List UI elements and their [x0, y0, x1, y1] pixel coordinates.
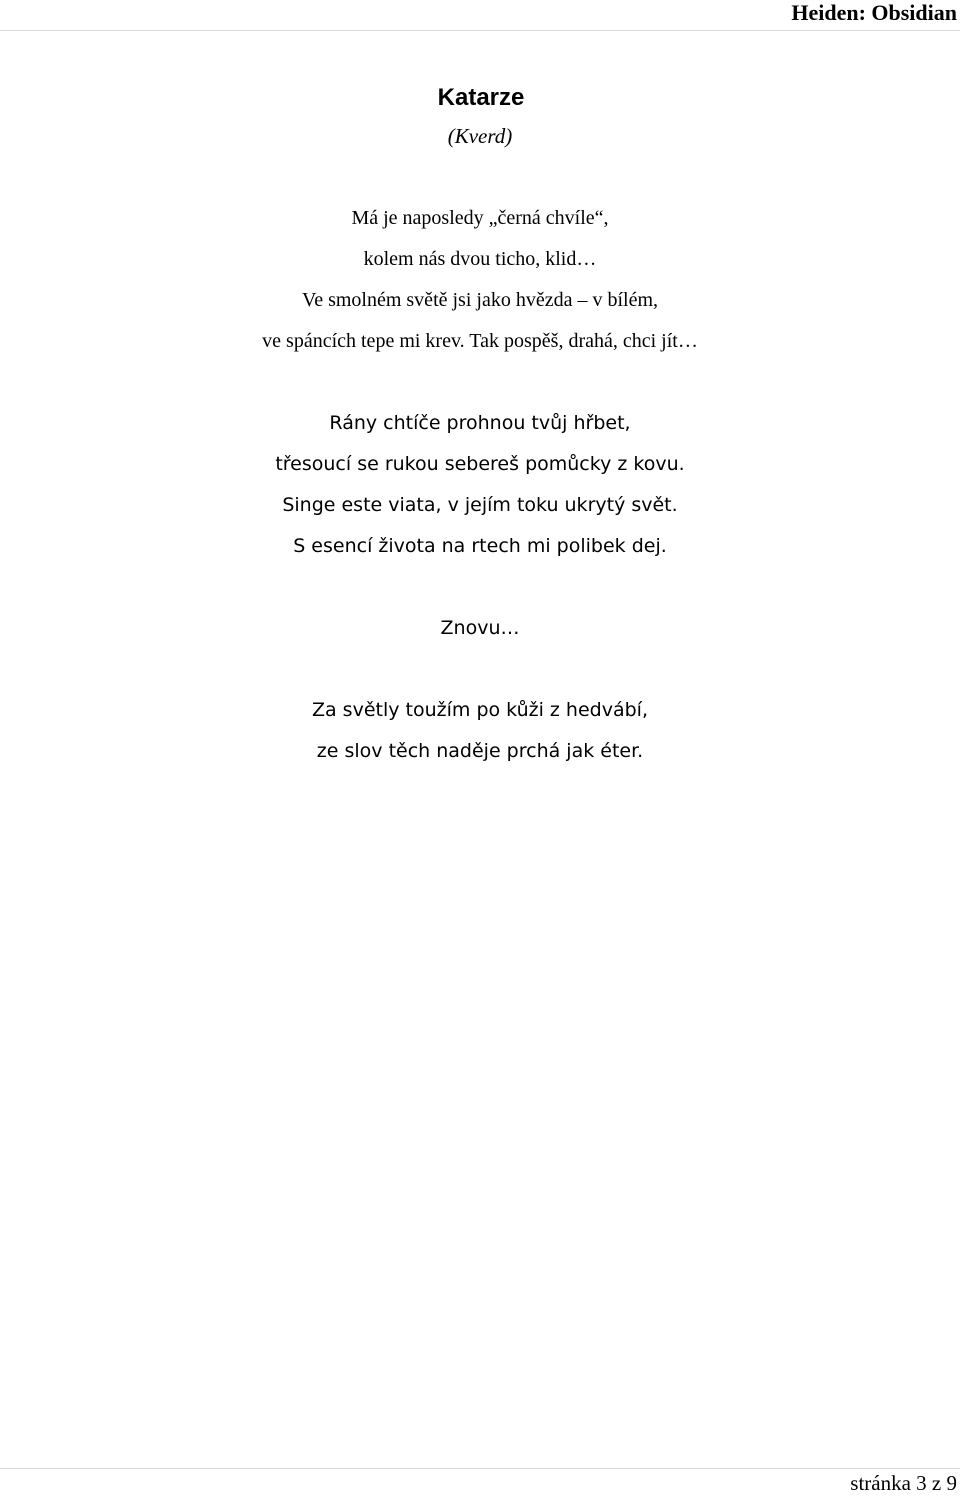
- poem: [0, 80, 960, 813]
- verse-line: Ve smolném světě jsi jako hvězda – v bílém,: [301, 289, 659, 311]
- stanza-1: [0, 198, 960, 362]
- page-footer: [0, 1468, 960, 1497]
- stanza-3: [0, 608, 960, 649]
- page-header: [0, 0, 960, 31]
- verse-line: Singe este viata, v jejím toku ukrytý svět.: [282, 494, 678, 516]
- verse-line: ve spáncích tepe mi krev. Tak pospěš, drahá, chci jít…: [262, 330, 698, 352]
- stanza-4: [0, 690, 960, 772]
- poem-author: (Kverd): [447, 124, 513, 148]
- poem-title: Katarze: [437, 84, 525, 111]
- page-number: stránka 3 z 9: [850, 1471, 957, 1495]
- verse-line: Za světly toužím po kůži z hedvábí,: [311, 699, 648, 721]
- verse-line: kolem nás dvou ticho, klid…: [363, 248, 597, 270]
- verse-line: Znovu…: [440, 617, 520, 639]
- verse-line: Rány chtíče prohnou tvůj hřbet,: [329, 412, 631, 434]
- header-title: Heiden: Obsidian: [791, 0, 957, 25]
- verse-line: třesoucí se rukou sebereš pomůcky z kovu.: [275, 453, 685, 475]
- verse-line: ze slov těch naděje prchá jak éter.: [316, 740, 644, 762]
- verse-line: Má je naposledy „černá chvíle“,: [351, 207, 609, 229]
- poem-stanzas: [0, 198, 960, 772]
- verse-line: S esencí života na rtech mi polibek dej.: [293, 535, 667, 557]
- stanza-2: [0, 403, 960, 567]
